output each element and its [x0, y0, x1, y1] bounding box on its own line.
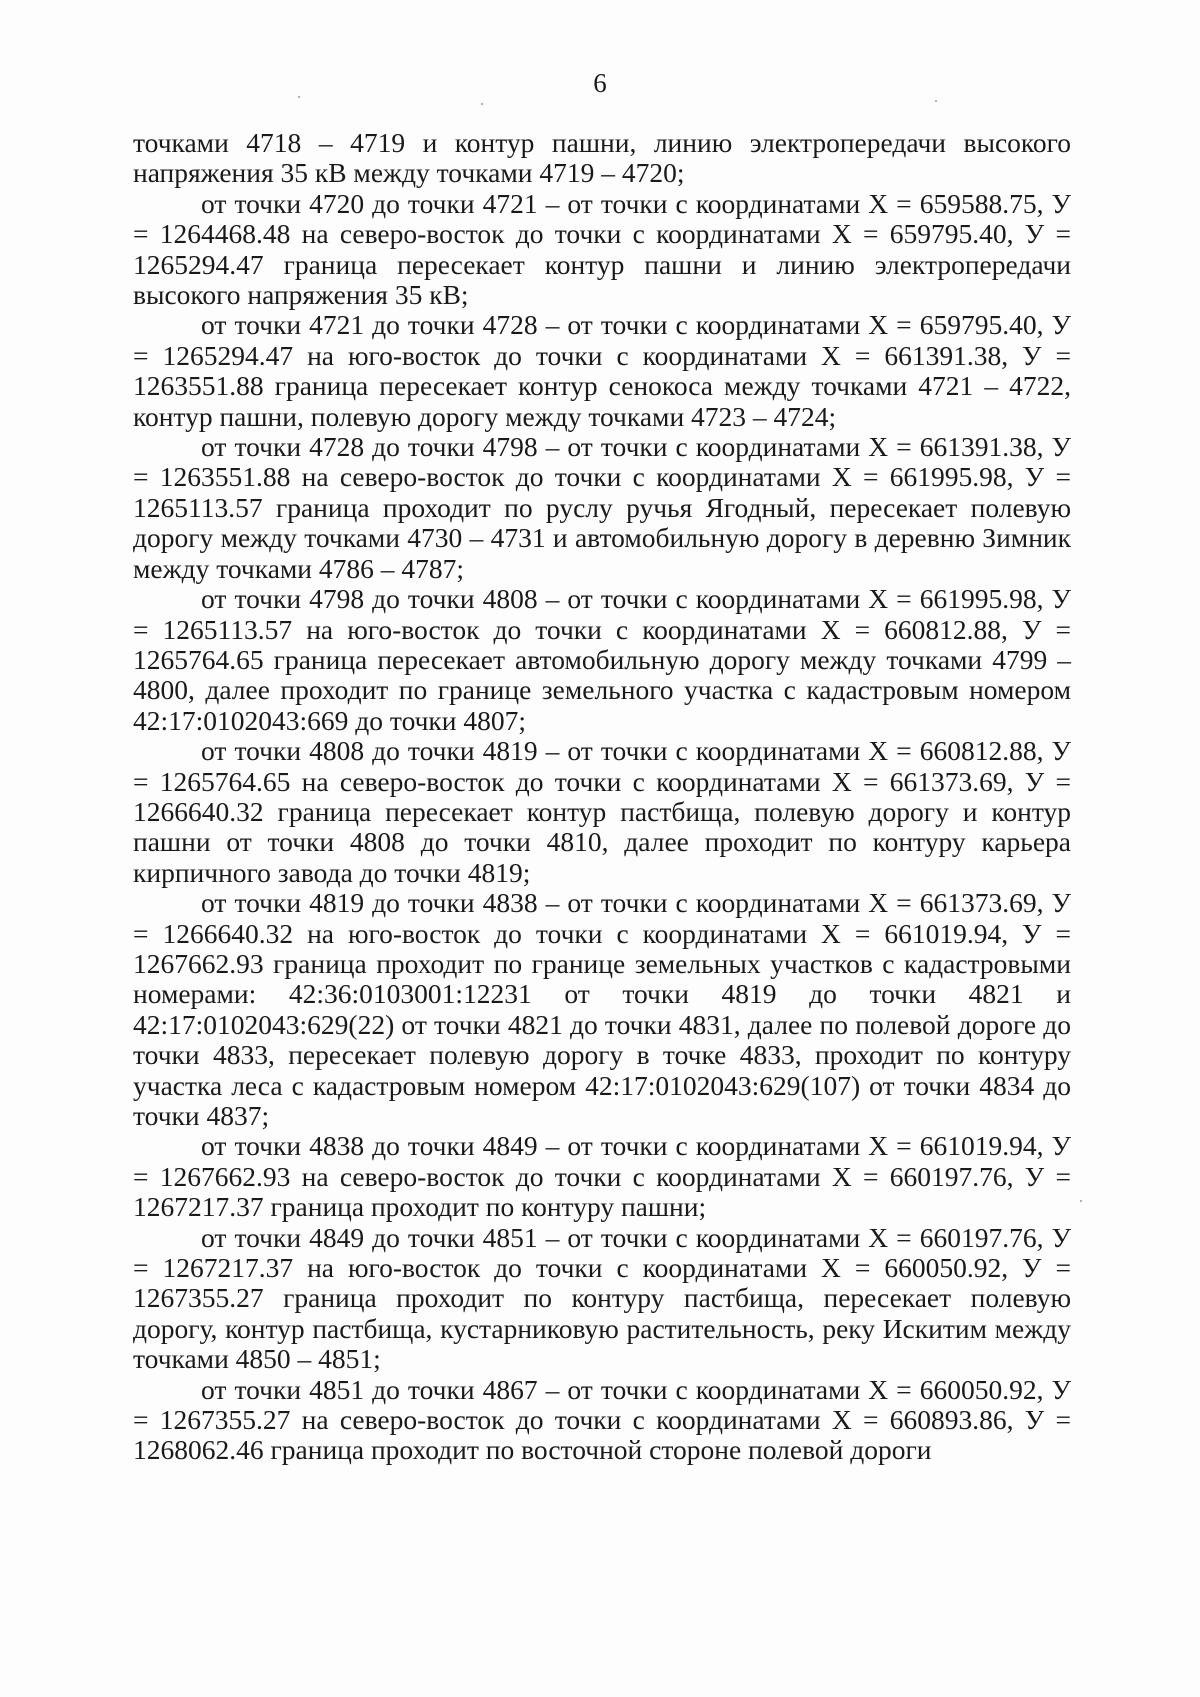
paragraph-4819-4838: от точки 4819 до точки 4838 – от точки с координатами Х = 661373.69, У = 1266640.32 на юго-восток до точки с координатами Х = 661019.94, У = 1267662.93 граница проходит по границе земельных участков с кадастровыми номерами: 42:36:0103001:12231 от точки 4819 до точки 4821 и 42:17:0102043:629(22) от точки 4821 до точки 4831, далее по полевой дороге до точки 4833, пересекает полевую дорогу в точке 4833, проходит по контуру участка леса с кадастровым номером 42:17:0102043:629(107) от точки 4834 до точки 4837;	[133, 887, 1071, 1131]
paragraph-4728-4798: от точки 4728 до точки 4798 – от точки с координатами Х = 661391.38, У = 1263551.88 на северо-восток до точки с координатами Х = 661995.98, У = 1265113.57 граница проходит по руслу ручья Ягодный, пересекает полевую дорогу между точками 4730 – 4731 и автомобильную дорогу в деревню Зимник между точками 4786 – 4787;	[133, 431, 1071, 584]
paragraph-4838-4849: от точки 4838 до точки 4849 – от точки с координатами Х = 661019.94, У = 1267662.93 на северо-восток до точки с координатами Х = 660197.76, У = 1267217.37 граница проходит по контуру пашни;	[133, 1130, 1071, 1223]
paragraph-4808-4819: от точки 4808 до точки 4819 – от точки с координатами Х = 660812.88, У = 1265764.65 на северо-восток до точки с координатами Х = 661373.69, У = 1266640.32 граница пересекает контур пастбища, полевую дорогу и контур пашни от точки 4808 до точки 4810, далее проходит по контуру карьера кирпичного завода до точки 4819;	[133, 735, 1071, 888]
paragraph-4851-4867: от точки 4851 до точки 4867 – от точки с координатами Х = 660050.92, У = 1267355.27 на северо-восток до точки с координатами Х = 660893.86, У = 1268062.46 граница проходит по восточной стороне полевой дороги	[133, 1373, 1071, 1466]
page-number: 6	[593, 68, 607, 98]
paragraph-4721-4728: от точки 4721 до точки 4728 – от точки с координатами Х = 659795.40, У = 1265294.47 на юго-восток до точки с координатами Х = 661391.38, У = 1263551.88 граница пересекает контур сенокоса между точками 4721 – 4722, контур пашни, полевую дорогу между точками 4723 – 4724;	[133, 309, 1071, 432]
scan-speck	[1080, 1200, 1082, 1202]
paragraph-continuation: точками 4718 – 4719 и контур пашни, линию электропередачи высокого напряжения 35 кВ между точками 4719 – 4720;	[133, 127, 1071, 189]
scan-speck	[481, 103, 483, 105]
scan-speck	[935, 100, 937, 102]
paragraph-4720-4721: от точки 4720 до точки 4721 – от точки с координатами Х = 659588.75, У = 1264468.48 на северо-восток до точки с координатами Х = 659795.40, У = 1265294.47 граница пересекает контур пашни и линию электропередачи высокого напряжения 35 кВ;	[133, 187, 1071, 311]
document-body	[133, 128, 1071, 1466]
paragraph-4849-4851: от точки 4849 до точки 4851 – от точки с координатами Х = 660197.76, У = 1267217.37 на юго-восток до точки с координатами Х = 660050.92, У = 1267355.27 граница проходит по контуру пастбища, пересекает полевую дорогу, контур пастбища, кустарниковую растительность, реку Искитим между точками 4850 – 4851;	[133, 1221, 1071, 1375]
scan-speck	[298, 96, 300, 98]
paragraph-4798-4808: от точки 4798 до точки 4808 – от точки с координатами Х = 661995.98, У = 1265113.57 на юго-восток до точки с координатами Х = 660812.88, У = 1265764.65 граница пересекает автомобильную дорогу между точками 4799 – 4800, далее проходит по границе земельного участка с кадастровым номером 42:17:0102043:669 до точки 4807;	[133, 583, 1071, 736]
